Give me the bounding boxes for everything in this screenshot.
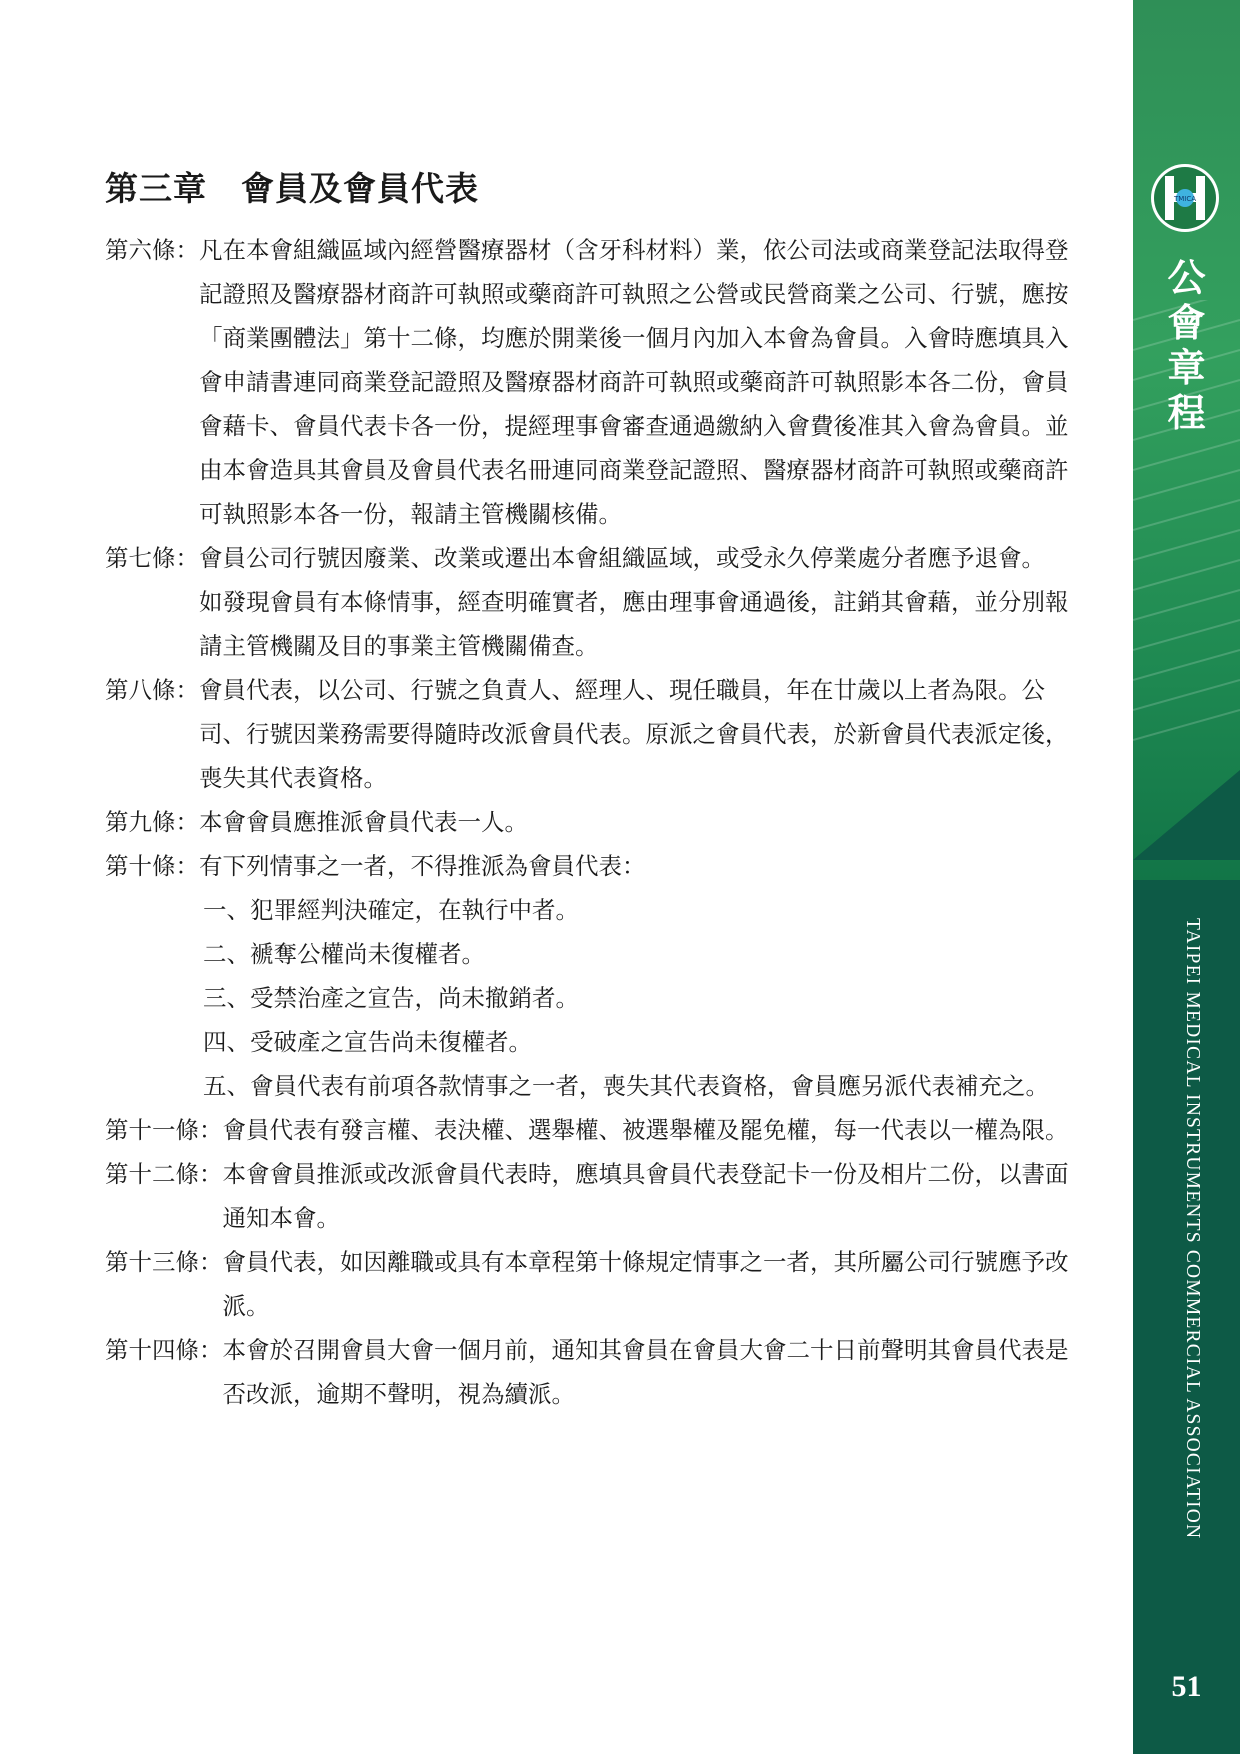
article-body: [223, 1240, 1081, 1328]
article: [105, 1152, 1080, 1240]
article-list: [105, 228, 1080, 1416]
article-label: 第七條：: [105, 544, 199, 572]
article-body: [223, 1328, 1081, 1416]
article: [105, 844, 1080, 1108]
article: [105, 1240, 1080, 1328]
article: [105, 228, 1080, 536]
list-item-number: 五、: [203, 1072, 250, 1100]
article-body: [223, 1152, 1081, 1240]
list-item-text: 會員代表有前項各款情事之一者，喪失其代表資格，會員應另派代表補充之。: [250, 1072, 1049, 1100]
article-body: [199, 800, 1080, 844]
list-item-number: 一、: [203, 896, 250, 924]
article-paragraph: 凡在本會組織區域內經營醫療器材（含牙科材料）業，依公司法或商業登記法取得登記證照及醫療器材商許可執照或藥商許可執照之公營或民營商業之公司、行號，應按「商業團體法」第十二條，均應於開業後一個月內加入本會為會員。入會時應填具入會申請書連同商業登記證照及醫療器材商許可執照或藥商許可執照影本各二份，會員會藉卡、會員代表卡各一份，提經理事會審查通過繳納入會費後准其入會為會員。並由本會造具其會員及會員代表名冊連同商業登記證照、醫療器材商許可執照或藥商許可執照影本各一份，報請主管機關核備。: [199, 236, 1069, 528]
article-label: 第八條：: [105, 676, 199, 704]
article-label: 第十四條：: [105, 1336, 223, 1364]
page-number: 51: [1171, 1670, 1202, 1703]
list-item-text: 犯罪經判決確定，在執行中者。: [250, 896, 579, 924]
sidebar-title: [1133, 255, 1240, 435]
article-paragraph: 會員公司行號因廢業、改業或遷出本會組織區域，或受永久停業處分者應予退會。: [199, 544, 1045, 572]
article-body: [199, 228, 1080, 536]
list-item: [203, 1064, 1080, 1108]
article-paragraph: 有下列情事之一者，不得推派為會員代表：: [199, 852, 646, 880]
list-item: [203, 888, 1080, 932]
list-item: [203, 976, 1080, 1020]
list-item-text: 受破產之宣告尚未復權者。: [250, 1028, 532, 1056]
article-body: [199, 844, 1080, 1108]
article-paragraph: 如發現會員有本條情事，經查明確實者，應由理事會通過後，註銷其會藉，並分別報請主管機關及目的事業主管機關備查。: [199, 588, 1069, 660]
sidebar-title-char: 公: [1167, 255, 1206, 300]
article-label: 第六條：: [105, 236, 199, 264]
sidebar-title-char: 章: [1167, 345, 1206, 390]
main-content: [105, 160, 1080, 1416]
sidebar-title-char: 程: [1167, 390, 1206, 435]
list-item-number: 三、: [203, 984, 250, 1012]
article-body: [199, 536, 1080, 668]
article-paragraph: 會員代表，以公司、行號之負責人、經理人、現任職員，年在廿歲以上者為限。公司、行號因業務需要得隨時改派會員代表。原派之會員代表，於新會員代表派定後，喪失其代表資格。: [199, 676, 1069, 792]
article-label: 第十二條：: [105, 1160, 223, 1188]
article-label: 第十一條：: [105, 1116, 223, 1144]
article-paragraph: 會員代表，如因離職或具有本章程第十條規定情事之一者，其所屬公司行號應予改派。: [222, 1248, 1069, 1320]
list-item-text: 受禁治產之宣告，尚未撤銷者。: [250, 984, 579, 1012]
article-body: [223, 1108, 1081, 1152]
logo-text: TMICA: [1173, 195, 1197, 203]
article: [105, 536, 1080, 668]
article: [105, 1108, 1080, 1152]
article: [105, 800, 1080, 844]
sidebar: [1133, 0, 1240, 1754]
sidebar-title-char: 會: [1167, 300, 1206, 345]
article: [105, 668, 1080, 800]
article-label: 第十三條：: [105, 1248, 223, 1276]
article-label: 第九條：: [105, 808, 199, 836]
association-logo: [1147, 160, 1223, 236]
article-paragraph: 會員代表有發言權、表決權、選舉權、被選舉權及罷免權，每一代表以一權為限。: [222, 1116, 1069, 1144]
article-paragraph: 本會會員推派或改派會員代表時，應填具會員代表登記卡一份及相片二份，以書面通知本會。: [222, 1160, 1069, 1232]
list-item-number: 四、: [203, 1028, 250, 1056]
article: [105, 1328, 1080, 1416]
article-paragraph: 本會於召開會員大會一個月前，通知其會員在會員大會二十日前聲明其會員代表是否改派，逾期不聲明，視為續派。: [222, 1336, 1069, 1408]
list-item: [203, 932, 1080, 976]
article-label: 第十條：: [105, 852, 199, 880]
article-body: [199, 668, 1080, 800]
article-item-list: [199, 888, 1080, 1108]
list-item-text: 褫奪公權尚未復權者。: [250, 940, 485, 968]
list-item-number: 二、: [203, 940, 250, 968]
list-item: [203, 1020, 1080, 1064]
chapter-title: 第三章 會員及會員代表: [105, 169, 479, 208]
article-paragraph: 本會會員應推派會員代表一人。: [199, 808, 528, 836]
sidebar-english-name: TAIPEI MEDICAL INSTRUMENTS COMMERCIAL ASSOCIATION: [1182, 918, 1203, 1540]
